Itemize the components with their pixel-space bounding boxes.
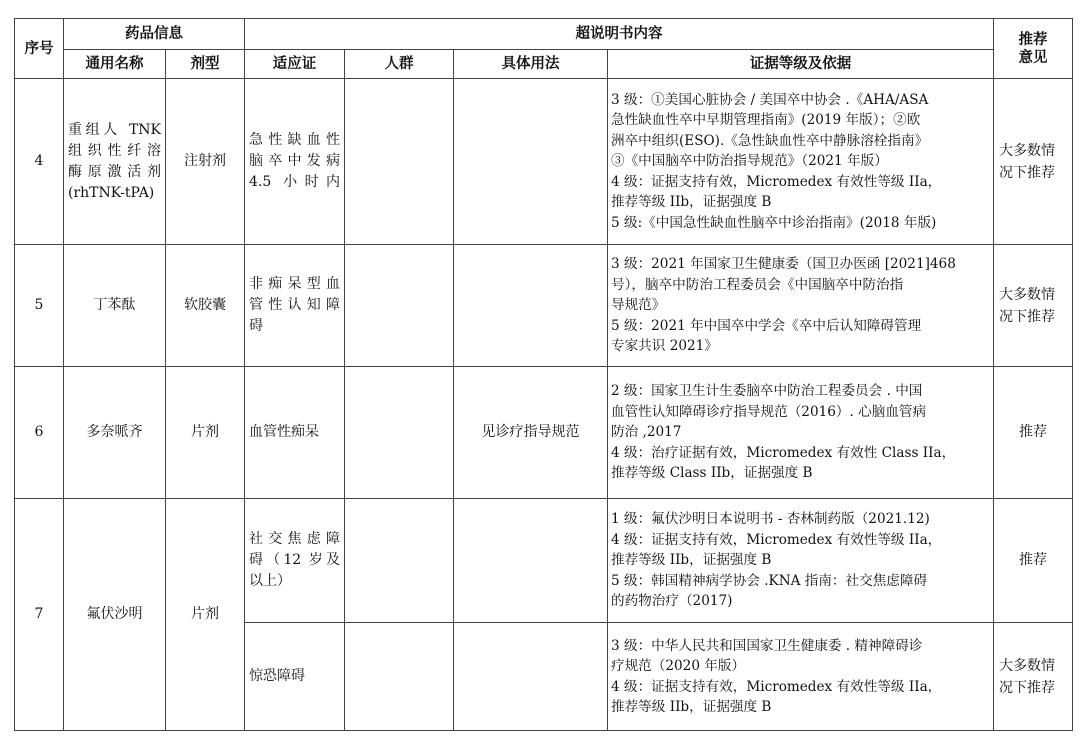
evidence-line: 5 级：2021 年中国卒中学会《卒中后认知障碍管理: [611, 317, 922, 334]
evidence-line: 4 级：证据支持有效，Micromedex 有效性等级 IIa，: [611, 173, 942, 190]
indication-cell: [245, 245, 345, 367]
indication-line: 碍（12 岁及: [249, 552, 340, 568]
header-generic-name: 通用名称: [64, 50, 166, 79]
generic-name-cell: 多奈哌齐: [64, 367, 166, 499]
evidence-line: 3 级：①美国心脏协会 / 美国卒中协会 .《AHA/ASA: [611, 91, 929, 108]
indication-line: 社交焦虑障: [249, 531, 340, 547]
dosage-form-cell: 片剂: [166, 367, 245, 499]
table-wrapper: [14, 18, 1072, 731]
evidence-cell: [608, 499, 994, 623]
generic-name-cell: 丁苯酞: [64, 245, 166, 367]
header-drug-info: 药品信息: [64, 19, 245, 50]
evidence-line: 1 级：氟伏沙明日本说明书 - 杏林制药版（2021.12): [611, 511, 930, 528]
recommendation-cell: [994, 79, 1073, 245]
population-cell: [345, 245, 454, 367]
evidence-line: 导规范》: [611, 297, 666, 314]
name-line: 重组人 TNK: [68, 121, 161, 138]
indication-line: 脑卒中发病: [249, 153, 340, 169]
indication-line: 4.5 小时内: [249, 174, 340, 190]
population-cell: [345, 623, 454, 731]
usage-cell: [454, 245, 608, 367]
evidence-line: 4 级：治疗证据有效，Micromedex 有效性 Class IIa，: [611, 444, 956, 461]
indication-line: 非痴呆型血: [249, 276, 340, 292]
indication-line: 碍: [249, 318, 263, 334]
evidence-line: 推荐等级 IIb，证据强度 B: [611, 552, 772, 569]
evidence-line: 推荐等级 IIb，证据强度 B: [611, 699, 772, 715]
indication-cell: [245, 79, 345, 245]
usage-cell: [454, 499, 608, 623]
population-cell: [345, 79, 454, 245]
recommend-line: 大多数情: [999, 142, 1055, 159]
indication-cell: 血管性痴呆: [245, 367, 345, 499]
evidence-line: 5 级：韩国精神病学协会 .KNA 指南：社交焦虑障碍: [611, 572, 928, 589]
recommend-line: 况下推荐: [999, 308, 1055, 325]
dosage-form-cell: 片剂: [166, 499, 245, 731]
indication-cell: [245, 499, 345, 623]
off-label-drug-table: [14, 18, 1073, 731]
header-off-label: 超说明书内容: [245, 19, 994, 50]
evidence-line: 号），脑卒中防治工程委员会《中国脑卒中防治指: [611, 276, 904, 293]
usage-cell: [454, 79, 608, 245]
table-row: [15, 245, 1073, 367]
evidence-line: 3 级：2021 年国家卫生健康委（国卫办医函 [2021]468: [611, 256, 956, 273]
header-population: 人群: [345, 50, 454, 79]
evidence-cell: [608, 245, 994, 367]
recommendation-cell: [994, 623, 1073, 731]
header-recommend-line-2: 意见: [1018, 49, 1048, 66]
header-seq: 序号: [15, 19, 64, 79]
evidence-line: 疗规范（2020 年版）: [611, 658, 746, 674]
recommendation-cell: 推荐: [994, 367, 1073, 499]
seq-cell: 7: [15, 499, 64, 731]
table-row: [15, 79, 1073, 245]
evidence-line: 血管性认知障碍诊疗指导规范（2016）. 心脑血管病: [611, 403, 927, 420]
evidence-line: 4 级：证据支持有效，Micromedex 有效性等级 IIa，: [611, 531, 942, 548]
recommendation-cell: [994, 245, 1073, 367]
evidence-cell: [608, 623, 994, 731]
recommend-line: 况下推荐: [999, 164, 1055, 181]
table-row: [15, 367, 1073, 499]
dosage-form-cell: 软胶囊: [166, 245, 245, 367]
header-recommendation: [994, 19, 1073, 79]
evidence-line: 专家共识 2021》: [611, 338, 718, 355]
usage-cell: [454, 623, 608, 731]
evidence-line: 推荐等级 Class IIb，证据强度 B: [611, 465, 813, 482]
recommendation-cell: 推荐: [994, 499, 1073, 623]
header-dosage-form: 剂型: [166, 50, 245, 79]
seq-cell: 4: [15, 79, 64, 245]
dosage-form-cell: 注射剂: [166, 79, 245, 245]
header-evidence: 证据等级及依据: [608, 50, 994, 79]
header-row-1: [15, 19, 1073, 50]
seq-cell: 6: [15, 367, 64, 499]
evidence-line: 4 级：证据支持有效，Micromedex 有效性等级 IIa，: [611, 678, 942, 695]
evidence-cell: [608, 79, 994, 245]
population-cell: [345, 367, 454, 499]
recommend-line: 况下推荐: [999, 679, 1055, 696]
seq-cell: 5: [15, 245, 64, 367]
header-row-2: [15, 50, 1073, 79]
table-row: [15, 499, 1073, 623]
evidence-line: 2 级：国家卫生计生委脑卒中防治工程委员会 . 中国: [611, 383, 923, 400]
evidence-line: 推荐等级 IIb，证据强度 B: [611, 194, 772, 211]
evidence-line: 3 级：中华人民共和国国家卫生健康委 . 精神障碍诊: [611, 637, 923, 654]
evidence-line: ③《中国脑卒中防治指导规范》（2021 年版）: [611, 153, 888, 170]
indication-line: 以上）: [249, 573, 291, 589]
usage-cell: 见诊疗指导规范: [454, 367, 608, 499]
header-indication: 适应证: [245, 50, 345, 79]
header-recommend-line-1: 推荐: [1018, 31, 1048, 48]
recommend-line: 大多数情: [999, 286, 1055, 303]
indication-line: 急性缺血性: [249, 132, 340, 148]
indication-cell: 惊恐障碍: [245, 623, 345, 731]
evidence-line: 5 级:《中国急性缺血性脑卒中诊治指南》(2018 年版): [611, 214, 937, 231]
evidence-line: 急性缺血性卒中早期管理指南》(2019 年版）；②欧: [611, 112, 921, 129]
evidence-cell: [608, 367, 994, 499]
evidence-line: 的药物治疗（2017): [611, 593, 733, 610]
name-line: 组织性纤溶: [68, 142, 161, 159]
generic-name-cell: [64, 79, 166, 245]
header-usage: 具体用法: [454, 50, 608, 79]
recommend-line: 大多数情: [999, 657, 1055, 674]
name-line: 酶原激活剂: [68, 163, 161, 180]
indication-line: 管性认知障: [249, 297, 340, 313]
evidence-line: 防治 ,2017: [611, 424, 682, 441]
population-cell: [345, 499, 454, 623]
evidence-line: 洲卒中组织(ESO).《急性缺血性卒中静脉溶栓指南》: [611, 132, 929, 149]
generic-name-cell: 氟伏沙明: [64, 499, 166, 731]
name-line: (rhTNK-tPA): [68, 184, 155, 201]
